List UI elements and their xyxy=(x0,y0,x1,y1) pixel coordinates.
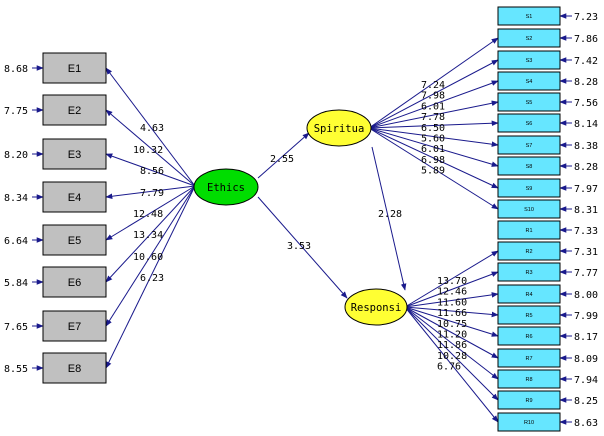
indicator-label-s5: S5 xyxy=(525,100,533,106)
indicator-label-r6: R6 xyxy=(525,334,533,340)
error-value-r6: 8.17 xyxy=(574,332,599,343)
error-value-s4: 8.28 xyxy=(574,77,599,88)
indicator-label-r8: R8 xyxy=(525,377,533,383)
error-value-s9: 7.97 xyxy=(574,184,599,195)
error-value-s7: 8.38 xyxy=(574,141,599,152)
loading-value-r9: 10.28 xyxy=(437,350,468,362)
loading-value-s7: 5.60 xyxy=(421,133,446,145)
error-value-s1: 7.23 xyxy=(574,12,599,23)
indicator-label-s10: S10 xyxy=(524,207,534,213)
error-value-r1: 7.33 xyxy=(574,226,599,237)
indicator-label-e3: E3 xyxy=(67,149,82,161)
error-value-r7: 8.09 xyxy=(574,354,599,365)
error-value-s5: 7.56 xyxy=(574,98,599,109)
indicator-label-e6: E6 xyxy=(67,277,82,289)
loading-value-e2: 10.32 xyxy=(133,145,164,156)
loading-value-s8: 6.01 xyxy=(421,144,446,156)
indicator-label-r4: R4 xyxy=(525,292,533,298)
error-value-e3: 8.20 xyxy=(4,150,29,161)
latent-label-spiritual: Spiritua xyxy=(313,123,365,135)
loading-value-r10: 6.76 xyxy=(437,361,462,373)
loading-value-s2: 7.24 xyxy=(421,80,446,91)
error-value-s6: 8.14 xyxy=(574,119,599,130)
error-value-e5: 6.64 xyxy=(4,236,29,247)
loading-value-s5: 7.78 xyxy=(421,112,446,124)
error-value-s8: 8.28 xyxy=(574,162,599,173)
error-value-e1: 8.68 xyxy=(4,64,29,75)
indicator-label-e8: E8 xyxy=(67,363,82,375)
loading-value-r2: 13.70 xyxy=(437,276,468,287)
error-value-e7: 7.65 xyxy=(4,322,29,333)
error-value-e8: 8.55 xyxy=(4,364,29,375)
loading-value-r3: 12.46 xyxy=(437,286,468,298)
path-value-spiritual-responsibility: 2.28 xyxy=(378,209,403,220)
indicator-label-r3: R3 xyxy=(525,270,533,276)
loading-value-e6: 13.34 xyxy=(133,230,164,241)
indicator-label-s3: S3 xyxy=(525,58,533,64)
loading-value-e7: 10.60 xyxy=(133,252,164,263)
indicator-label-r2: R2 xyxy=(525,249,533,255)
loading-value-s3: 7.98 xyxy=(421,90,446,102)
loading-value-e4: 7.79 xyxy=(140,188,165,199)
loading-value-r7: 11.20 xyxy=(437,329,468,341)
indicator-label-r1: R1 xyxy=(525,228,533,234)
error-value-e4: 8.34 xyxy=(4,193,29,204)
indicator-label-e4: E4 xyxy=(67,192,82,204)
indicator-label-e7: E7 xyxy=(67,321,82,333)
error-value-e2: 7.75 xyxy=(4,106,29,117)
error-value-r9: 8.25 xyxy=(574,396,599,407)
error-value-r5: 7.99 xyxy=(574,311,599,322)
loading-value-s9: 6.98 xyxy=(421,154,446,166)
error-value-s2: 7.86 xyxy=(574,34,599,45)
error-value-r8: 7.94 xyxy=(574,375,599,386)
error-value-r4: 8.00 xyxy=(574,290,599,301)
loading-value-e5: 12.48 xyxy=(133,209,164,220)
error-value-r3: 7.77 xyxy=(574,268,599,279)
loading-value-r8: 11.86 xyxy=(437,340,468,352)
loading-value-e8: 6.23 xyxy=(140,273,165,284)
error-value-s10: 8.31 xyxy=(574,205,599,216)
indicator-label-s8: S8 xyxy=(525,164,533,170)
loading-value-r6: 10.75 xyxy=(437,318,468,330)
indicator-label-r7: R7 xyxy=(525,356,533,362)
indicator-label-e5: E5 xyxy=(67,235,82,247)
loading-value-s10: 5.89 xyxy=(421,165,446,177)
latent-label-ethics: Ethics xyxy=(207,182,245,194)
loading-value-r5: 11.66 xyxy=(437,308,468,320)
indicator-label-s9: S9 xyxy=(525,186,533,192)
indicator-label-r9: R9 xyxy=(525,398,533,404)
loading-value-r4: 11.60 xyxy=(437,297,468,309)
error-value-r10: 8.63 xyxy=(574,418,599,429)
indicator-label-r10: R10 xyxy=(523,420,535,426)
loading-value-e3: 8.56 xyxy=(140,166,165,177)
error-value-e6: 5.84 xyxy=(4,278,29,289)
path-value-ethics-spiritual: 2.55 xyxy=(270,154,295,165)
indicator-label-s6: S6 xyxy=(525,121,533,127)
indicator-label-e2: E2 xyxy=(67,105,82,117)
loading-value-s6: 6.50 xyxy=(421,122,446,134)
indicator-label-r5: R5 xyxy=(525,313,533,319)
loading-value-s4: 6.01 xyxy=(421,101,446,113)
error-value-s3: 7.42 xyxy=(574,56,599,67)
latent-label-responsibility: Responsi xyxy=(350,302,402,314)
indicator-label-s2: S2 xyxy=(525,36,533,42)
path-value-ethics-responsibility: 3.53 xyxy=(287,241,312,252)
edges-layer xyxy=(32,16,572,422)
loading-value-e1: 4.63 xyxy=(140,123,165,134)
indicator-label-s7: S7 xyxy=(525,143,533,149)
error-value-r2: 7.31 xyxy=(574,247,599,258)
indicator-label-s4: S4 xyxy=(525,79,533,85)
indicator-label-e1: E1 xyxy=(67,63,82,75)
indicator-label-s1: S1 xyxy=(525,14,533,20)
